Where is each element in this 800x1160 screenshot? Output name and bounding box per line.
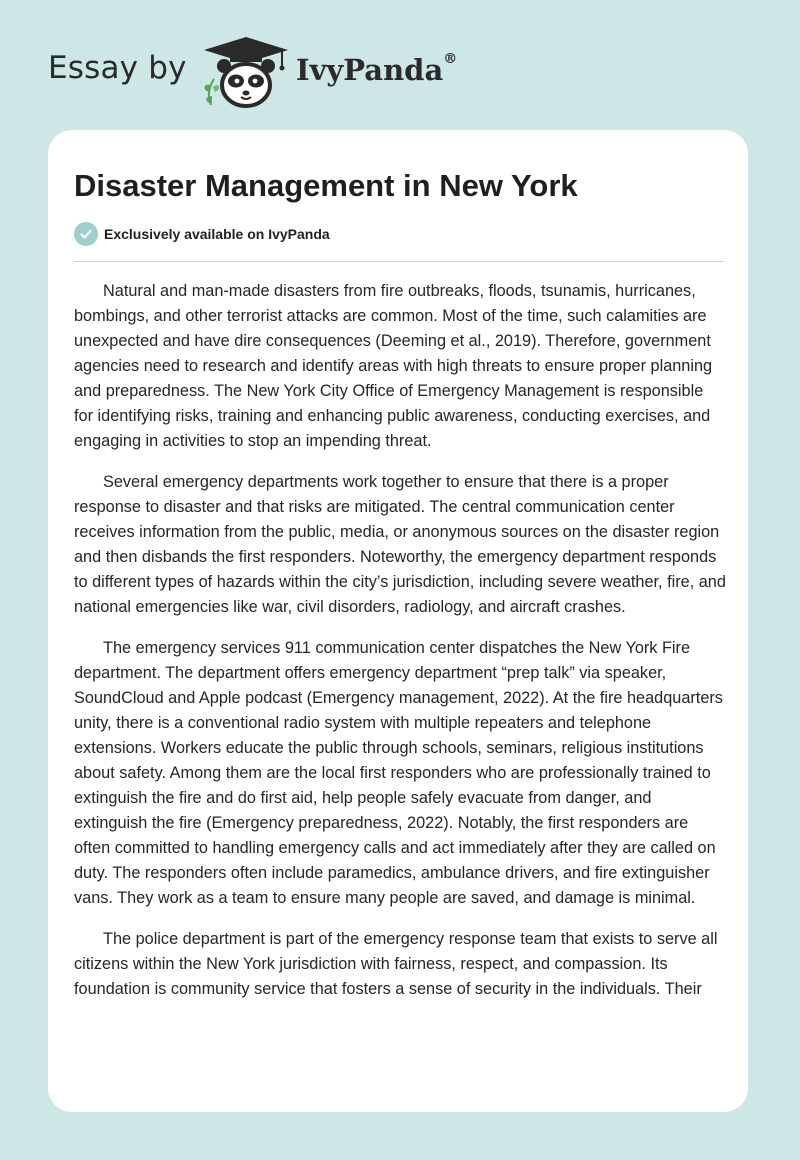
- essay-paragraph: The emergency services 911 communication center dispatches the New York Fire department. The department offers emergency department “prep talk” via speaker, SoundCloud and Apple podcast (Emergency management, 2022). At the fire headquarters unity, there is a conventional radio system with multiple repeaters and telephone extensions. Workers educate the public through schools, seminars, religious institutions about safety. Among them are the local first responders who are professionally trained to extinguish the fire and do first aid, help people safely evacuate from danger, and extinguish the fire (Emergency preparedness, 2022). Notably, the first responders are often committed to handling emergency calls and act immediately after they are called on duty. The responders often include paramedics, ambulance drivers, and fire extinguisher vans. They work as a team to ensure many people are saved, and damage is minimal.: [74, 639, 723, 907]
- essay-card: [48, 130, 748, 1112]
- brand-prefix: Essay by: [48, 50, 187, 86]
- essay-paragraph: Natural and man-made disasters from fire outbreaks, floods, tsunamis, hurricanes, bombings, and other terrorist attacks are common. Most of the time, such calamities are unexpected and have dire consequences (Deeming et al., 2019). Therefore, government agencies need to research and identify areas with high threats to ensure proper planning and preparedness. The New York City Office of Emergency Management is responsible for identifying risks, training and enhancing public awareness, conducting exercises, and engaging in activities to stop an impending threat.: [74, 282, 713, 450]
- registered-mark: ®: [443, 51, 458, 67]
- exclusive-badge-label: Exclusively available on IvyPanda: [104, 226, 330, 242]
- checkmark-icon: [74, 222, 98, 246]
- panda-logo-icon[interactable]: [200, 35, 292, 111]
- brand-name-text: IvyPanda: [296, 53, 444, 87]
- brand-name[interactable]: [296, 53, 457, 87]
- essay-body: [74, 279, 726, 1018]
- site-header: [0, 0, 800, 130]
- essay-title: Disaster Management in New York: [74, 168, 578, 203]
- essay-paragraph: Several emergency departments work together to ensure that there is a proper response to disaster and that risks are mitigated. The central communication center receives information from the public, media, or anonymous sources on the disaster region and then disbands the first responders. Noteworthy, the emergency department responds to different types of hazards within the city’s jurisdiction, including severe weather, fire, and national emergencies like war, civil disorders, radiology, and aircraft crashes.: [74, 473, 726, 616]
- title-divider: [74, 261, 724, 262]
- exclusive-badge: [74, 222, 330, 246]
- essay-paragraph: The police department is part of the emergency response team that exists to serve all citizens within the New York jurisdiction with fairness, respect, and compassion. Its foundation is community service that fosters a sense of security in the individuals. Their: [74, 930, 718, 998]
